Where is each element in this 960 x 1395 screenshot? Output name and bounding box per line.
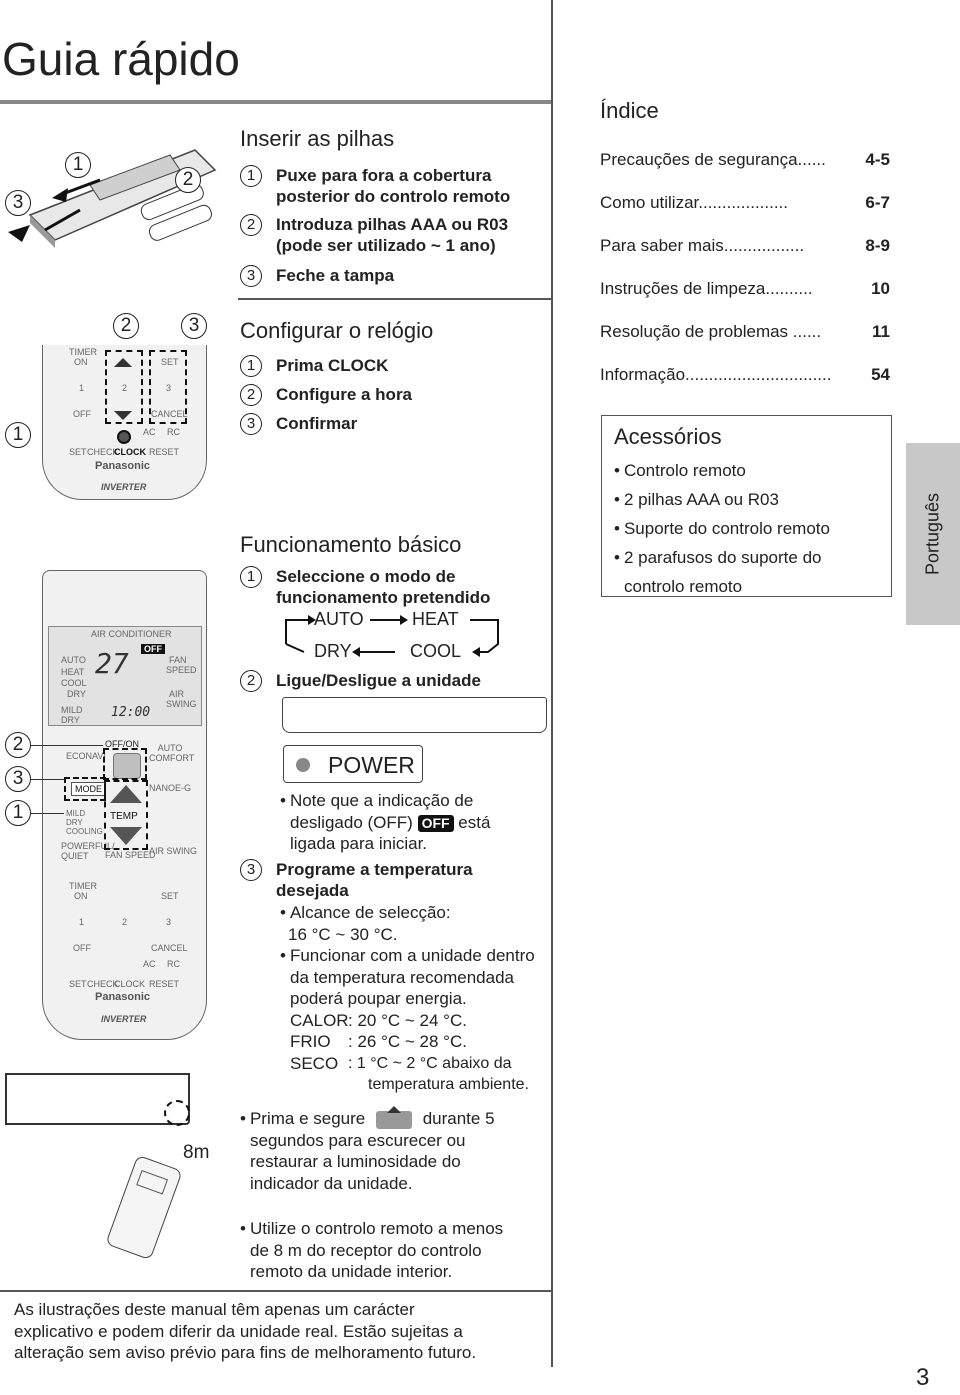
callout-leader-3 [31, 779, 64, 780]
brightness-tip-line-1 [240, 1108, 550, 1130]
index-entry[interactable] [600, 193, 890, 213]
step-number: 3 [240, 265, 262, 287]
set-small-label: SET [69, 447, 87, 457]
clock-heading: Configurar o relógio [240, 318, 434, 343]
step-number: 3 [240, 859, 262, 881]
off-note-line-2 [280, 812, 490, 834]
mild-dry-mode-label: MILD DRY [61, 705, 83, 725]
off-badge: OFF [418, 815, 454, 832]
off-label: OFF [73, 409, 91, 419]
language-tab-label: Português [922, 492, 943, 576]
temp-highlight [104, 780, 148, 850]
mode-cool: COOL [410, 641, 462, 661]
step-text: Configure a hora [276, 385, 413, 404]
index-entry-dots: ...... [788, 322, 822, 341]
index-entry[interactable] [600, 236, 890, 256]
reset-label-2: RESET [149, 979, 180, 989]
brand-logo-2: Panasonic [95, 991, 151, 1003]
clock-highlight-3 [149, 350, 187, 424]
step-text-line: funcionamento pretendido [276, 588, 491, 607]
off-note-text-2: está [458, 812, 491, 832]
auto-comfort-label: AUTO COMFORT [149, 743, 195, 763]
clock-callout-3: 3 [181, 313, 207, 339]
index-entry-dots: ............................... [685, 365, 832, 384]
index-entry-page: 11 [872, 322, 890, 341]
fan-label: FAN [169, 655, 187, 665]
air-swing-label: AIR SWING [149, 846, 198, 856]
clock-label-2: CLOCK [114, 979, 146, 989]
timer-label: TIMER [69, 347, 97, 357]
n1-label: 1 [79, 383, 85, 393]
recommend-line-3: poderá poupar energia. [290, 989, 467, 1008]
cancel-label-2: CANCEL [151, 943, 188, 953]
mode-heat: HEAT [412, 609, 459, 629]
auto-mode-label: AUTO [61, 655, 86, 665]
step-text-line: (pode ser utilizado ~ 1 ano) [276, 236, 496, 255]
basic-heading: Funcionamento básico [240, 532, 462, 557]
speed-label: SPEED [166, 665, 197, 675]
index-entry-label: Como utilizar [600, 193, 699, 212]
distance-tip-line-2: de 8 m do receptor do controlo [250, 1240, 482, 1260]
range-values: 16 °C ~ 30 °C. [288, 924, 398, 944]
n3-label: 3 [166, 383, 172, 393]
step-number: 3 [240, 413, 262, 435]
air-label: AIR [169, 689, 185, 699]
distance-tip-line-1: • Utilize o controlo remoto a menos [240, 1218, 550, 1240]
step-text-line: Puxe para fora a cobertura [276, 166, 492, 185]
off-note-line-1: • Note que a indicação de [280, 790, 490, 812]
heat-mode-label: HEAT [61, 667, 85, 677]
ac-label-2: AC [143, 959, 156, 969]
step-text [276, 214, 508, 256]
indoor-unit-illustration [5, 1073, 190, 1125]
step-text: Feche a tampa [276, 266, 395, 285]
index-heading: Índice [600, 98, 659, 123]
time-display: 12:00 [111, 705, 151, 720]
mode-auto: AUTO [314, 609, 364, 629]
step-text-line: Introduza pilhas AAA ou R03 [276, 215, 509, 234]
brightness-tip-line-4: indicador da unidade. [250, 1173, 413, 1193]
battery-callout-1: 1 [65, 152, 91, 178]
step-number: 1 [240, 355, 262, 377]
ac-label: AC [143, 427, 156, 437]
language-tab[interactable] [906, 443, 960, 625]
callout-leader-1 [31, 813, 64, 814]
off-note [280, 790, 490, 855]
mode-label: MODE [71, 782, 106, 796]
temp-row-calor [280, 1010, 552, 1032]
n3-label-2: 3 [166, 917, 172, 927]
step-text: Prima CLOCK [276, 356, 389, 375]
step-text [276, 566, 490, 608]
inverter-logo: INVERTER [101, 482, 147, 492]
index-entry-label: Informação [600, 365, 686, 384]
index-entry[interactable] [600, 150, 890, 170]
distance-tip-line-3: remoto da unidade interior. [250, 1262, 453, 1281]
air-conditioner-label: AIR CONDITIONER [91, 629, 172, 639]
reset-label: RESET [149, 447, 180, 457]
index-entry-dots: ................... [698, 193, 789, 212]
powerful-quiet-label: POWERFUL/ QUIET [61, 841, 115, 861]
index-entry-dots: .......... [765, 279, 813, 298]
page-title: Guia rápido [2, 33, 240, 85]
temp-row-frio [280, 1031, 552, 1053]
clock-callout-1: 1 [5, 422, 31, 448]
step-text-line: Programe a temperatura [276, 860, 473, 879]
step-text: Ligue/Desligue a unidade [276, 671, 481, 690]
index-entry-page: 54 [871, 365, 890, 384]
accessory-item: • 2 parafusos do suporte do [614, 543, 830, 572]
index-entry-page: 6-7 [865, 193, 890, 212]
step-text: Confirmar [276, 414, 358, 433]
step-number: 2 [240, 670, 262, 692]
off-note-text: desligado (OFF) [290, 812, 413, 832]
n1-label-2: 1 [79, 917, 85, 927]
on-label-2: ON [74, 891, 88, 901]
cancel-label: CANCEL [151, 409, 188, 419]
clock-label: CLOCK [114, 447, 146, 457]
power-label: POWER [328, 752, 415, 778]
step-text-line: desejada [276, 881, 349, 900]
index-entry-label: Precauções de segurança [600, 150, 798, 169]
accessory-item: • Suporte do controlo remoto [614, 514, 830, 543]
accessory-item: • 2 pilhas AAA ou R03 [614, 485, 830, 514]
battery-callout-3: 3 [5, 190, 31, 216]
mode-dry: DRY [314, 641, 352, 661]
recommend-line-2: da temperatura recomendada [290, 967, 514, 987]
off-indicator: OFF [141, 644, 165, 654]
index-entry[interactable] [600, 365, 890, 385]
battery-illustration [0, 140, 230, 300]
distance-tip [240, 1218, 550, 1283]
batteries-heading: Inserir as pilhas [240, 126, 395, 151]
footer-note [14, 1299, 476, 1364]
clock-highlight-2 [105, 350, 143, 424]
footer-line-2: explicativo e podem diferir da unidade real. Estão sujeitas a [14, 1321, 463, 1341]
temp-value: : 26 °C ~ 28 °C. [348, 1032, 467, 1051]
light-icon [296, 758, 310, 772]
on-label: ON [74, 357, 88, 367]
check-label: CHECK [87, 447, 119, 457]
basic-callout-3: 3 [5, 766, 31, 792]
mode-cycle-diagram [280, 606, 505, 664]
title-rule [0, 100, 552, 104]
step-number: 1 [240, 566, 262, 588]
dry-mode-label: DRY [67, 689, 86, 699]
mode-highlight [64, 777, 106, 801]
step-number: 2 [240, 384, 262, 406]
temperature-display: 27 [95, 647, 129, 680]
temp-row-seco-cont: temperatura ambiente. [368, 1076, 529, 1093]
index-entry-label: Instruções de limpeza [600, 279, 766, 298]
off-note-line-3: ligada para iniciar. [290, 834, 428, 853]
basic-callout-1: 1 [5, 800, 31, 826]
temp-mode: CALOR [290, 1010, 349, 1030]
temp-value: : 1 °C ~ 2 °C abaixo da [348, 1054, 512, 1072]
brand-logo: Panasonic [95, 460, 151, 472]
rc-label: RC [167, 427, 180, 437]
brightness-button-icon [376, 1111, 412, 1129]
accessories-list [614, 456, 830, 601]
temp-value: : 20 °C ~ 24 °C. [348, 1010, 467, 1030]
page-number: 3 [916, 1364, 930, 1391]
temp-mode: FRIO [290, 1032, 331, 1051]
power-indicator [283, 745, 423, 783]
small-remote-icon [105, 1155, 183, 1261]
index-entry-page: 4-5 [865, 150, 890, 169]
index-entry[interactable] [600, 322, 890, 342]
step-text-line: Seleccione o modo de [276, 567, 456, 586]
footer-line-1: As ilustrações deste manual têm apenas um carácter [14, 1300, 415, 1319]
temperature-details [280, 902, 552, 1096]
temp-label: TEMP [110, 811, 138, 822]
clock-callout-2: 2 [113, 313, 139, 339]
index-entry-page: 10 [871, 279, 890, 298]
inverter-logo-2: INVERTER [101, 1014, 147, 1024]
step-number: 2 [240, 214, 262, 236]
index-entry-label: Para saber mais... [600, 236, 738, 255]
step-text [276, 859, 473, 901]
step-text-line: posterior do controlo remoto [276, 187, 511, 206]
index-entry-dots: ...... [797, 150, 826, 169]
accessories-box [601, 415, 892, 597]
receiver-highlight [164, 1100, 190, 1126]
basic-callout-2: 2 [5, 732, 31, 758]
check-label-2: CHECK [87, 979, 119, 989]
range-line: • Alcance de selecção: [280, 902, 552, 924]
cool-mode-label: COOL [61, 678, 87, 688]
indoor-unit-drawing [282, 697, 547, 733]
set-label-2: SET [161, 891, 179, 901]
n2-label: 2 [122, 383, 128, 393]
column-divider [551, 0, 553, 1367]
tip-text-2: durante 5 [422, 1109, 495, 1128]
brightness-tip-line-3: restaurar a luminosidade do [250, 1152, 461, 1171]
accessories-heading: Acessórios [614, 424, 722, 449]
divider-batteries [238, 298, 552, 300]
set-label: SET [161, 357, 179, 367]
clock-button-icon [117, 430, 131, 444]
index-entry[interactable] [600, 279, 890, 299]
swing-label: SWING [166, 699, 197, 709]
accessory-item: • Controlo remoto [614, 456, 830, 485]
set-small-label-2: SET [69, 979, 87, 989]
mild-dry-cooling-label: MILD DRY COOLING [66, 809, 103, 836]
power-highlight [103, 748, 147, 780]
off-on-label: OFF/ON [105, 739, 139, 749]
timer-label-2: TIMER [69, 881, 97, 891]
brightness-tip-line-2: segundos para escurecer ou [250, 1130, 466, 1150]
recommend-line-1: • Funcionar com a unidade dentro [280, 945, 552, 967]
temp-row-seco [280, 1053, 552, 1075]
n2-label-2: 2 [122, 917, 128, 927]
footer-line-3: alteração sem aviso prévio para fins de melhoramento futuro. [14, 1343, 477, 1362]
index-entry-label: Resolução de problemas [600, 322, 789, 341]
step-number: 1 [240, 165, 262, 187]
tip-text: Prima e segure [249, 1109, 366, 1128]
temp-mode: SECO [290, 1053, 339, 1073]
battery-callout-2: 2 [175, 167, 201, 193]
off-label-2: OFF [73, 943, 91, 953]
step-text [276, 165, 510, 207]
index-entry-dots: .............. [737, 236, 805, 255]
distance-label: 8m [183, 1142, 210, 1163]
econavi-label: ECONAVI [66, 751, 106, 761]
rc-label-2: RC [167, 959, 180, 969]
accessory-item-cont: controlo remoto [624, 577, 743, 596]
brightness-tip [240, 1108, 550, 1194]
fan-speed-label: FAN SPEED [105, 850, 156, 860]
callout-leader-2 [31, 745, 103, 746]
index-entry-page: 8-9 [865, 236, 890, 255]
footer-divider [0, 1290, 552, 1292]
nanoe-label: NANOE-G [149, 783, 192, 793]
battery-remote-drawing [0, 140, 230, 300]
